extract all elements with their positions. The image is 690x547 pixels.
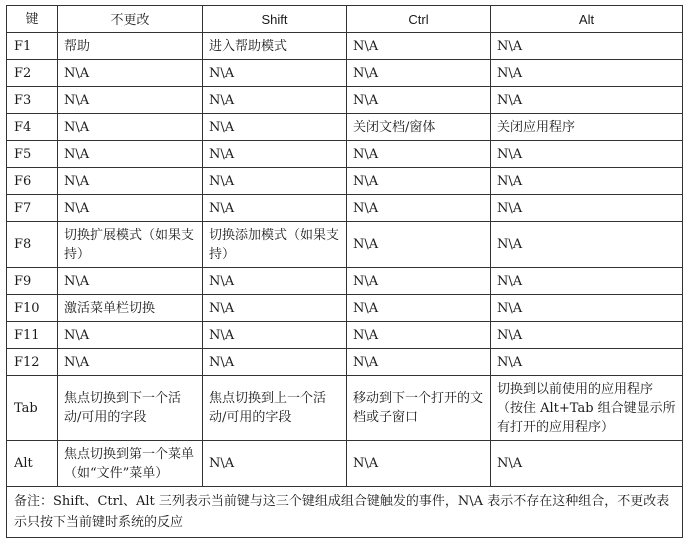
cell-alt: N\A	[491, 268, 683, 295]
cell-none: N\A	[58, 60, 203, 87]
table-row	[7, 141, 683, 168]
cell-none: N\A	[58, 349, 203, 376]
cell-alt: N\A	[491, 441, 683, 487]
cell-ctrl: N\A	[347, 168, 491, 195]
cell-alt: 关闭应用程序	[491, 114, 683, 141]
cell-alt: N\A	[491, 60, 683, 87]
cell-shift: N\A	[203, 168, 347, 195]
cell-key: Tab	[7, 376, 58, 441]
cell-alt: N\A	[491, 141, 683, 168]
cell-shift: N\A	[203, 141, 347, 168]
table-note: 备注：Shift、Ctrl、Alt 三列表示当前键与这三个键组成组合键触发的事件，N\A 表示不存在这种组合，不更改表示只按下当前键时系统的反应	[7, 487, 683, 538]
cell-ctrl: N\A	[347, 441, 491, 487]
cell-none: N\A	[58, 141, 203, 168]
cell-key: F12	[7, 349, 58, 376]
cell-none: N\A	[58, 87, 203, 114]
table-row	[7, 322, 683, 349]
cell-key: F6	[7, 168, 58, 195]
cell-key: F9	[7, 268, 58, 295]
cell-ctrl: 移动到下一个打开的文档或子窗口	[347, 376, 491, 441]
cell-none: N\A	[58, 195, 203, 222]
cell-shift: N\A	[203, 114, 347, 141]
cell-alt: N\A	[491, 322, 683, 349]
cell-key: F4	[7, 114, 58, 141]
cell-key: F5	[7, 141, 58, 168]
cell-ctrl: N\A	[347, 141, 491, 168]
cell-ctrl: N\A	[347, 195, 491, 222]
header-none: 不更改	[58, 6, 203, 33]
cell-shift: 焦点切换到上一个活动/可用的字段	[203, 376, 347, 441]
cell-key: F8	[7, 222, 58, 268]
cell-alt: N\A	[491, 222, 683, 268]
header-key: 键	[7, 6, 58, 33]
cell-key: Alt	[7, 441, 58, 487]
cell-key: F1	[7, 33, 58, 60]
cell-alt: N\A	[491, 87, 683, 114]
cell-ctrl: N\A	[347, 60, 491, 87]
cell-key: F10	[7, 295, 58, 322]
cell-none: N\A	[58, 168, 203, 195]
shortcut-table-container	[6, 5, 682, 538]
cell-ctrl: N\A	[347, 349, 491, 376]
table-row	[7, 60, 683, 87]
cell-none: 焦点切换到第一个菜单（如“文件”菜单）	[58, 441, 203, 487]
header-shift: Shift	[203, 6, 347, 33]
cell-alt: N\A	[491, 349, 683, 376]
cell-none: 帮助	[58, 33, 203, 60]
cell-alt: N\A	[491, 168, 683, 195]
cell-ctrl: N\A	[347, 322, 491, 349]
cell-none: N\A	[58, 322, 203, 349]
cell-alt: N\A	[491, 195, 683, 222]
cell-alt: 切换到以前使用的应用程序（按住 Alt+Tab 组合键显示所有打开的应用程序）	[491, 376, 683, 441]
header-row	[7, 6, 683, 33]
table-row	[7, 195, 683, 222]
table-row	[7, 349, 683, 376]
header-alt: Alt	[491, 6, 683, 33]
cell-shift: 切换添加模式（如果支持）	[203, 222, 347, 268]
cell-ctrl: N\A	[347, 87, 491, 114]
cell-shift: N\A	[203, 195, 347, 222]
cell-key: F7	[7, 195, 58, 222]
cell-shift: N\A	[203, 349, 347, 376]
cell-none: N\A	[58, 268, 203, 295]
table-row	[7, 222, 683, 268]
cell-shift: N\A	[203, 87, 347, 114]
cell-alt: N\A	[491, 295, 683, 322]
cell-shift: N\A	[203, 322, 347, 349]
cell-key: F3	[7, 87, 58, 114]
cell-alt: N\A	[491, 33, 683, 60]
table-row	[7, 268, 683, 295]
cell-none: 切换扩展模式（如果支持）	[58, 222, 203, 268]
table-row	[7, 441, 683, 487]
cell-shift: 进入帮助模式	[203, 33, 347, 60]
cell-none: N\A	[58, 114, 203, 141]
cell-key: F11	[7, 322, 58, 349]
cell-ctrl: N\A	[347, 295, 491, 322]
cell-ctrl: 关闭文档/窗体	[347, 114, 491, 141]
table-row	[7, 168, 683, 195]
cell-none: 焦点切换到下一个活动/可用的字段	[58, 376, 203, 441]
cell-key: F2	[7, 60, 58, 87]
table-row	[7, 295, 683, 322]
table-row	[7, 114, 683, 141]
cell-none: 激活菜单栏切换	[58, 295, 203, 322]
table-row	[7, 87, 683, 114]
cell-ctrl: N\A	[347, 33, 491, 60]
cell-shift: N\A	[203, 268, 347, 295]
cell-shift: N\A	[203, 441, 347, 487]
cell-ctrl: N\A	[347, 268, 491, 295]
note-row	[7, 487, 683, 538]
table-row	[7, 33, 683, 60]
cell-shift: N\A	[203, 60, 347, 87]
cell-ctrl: N\A	[347, 222, 491, 268]
shortcut-key-table	[6, 5, 683, 538]
header-ctrl: Ctrl	[347, 6, 491, 33]
table-row	[7, 376, 683, 441]
cell-shift: N\A	[203, 295, 347, 322]
